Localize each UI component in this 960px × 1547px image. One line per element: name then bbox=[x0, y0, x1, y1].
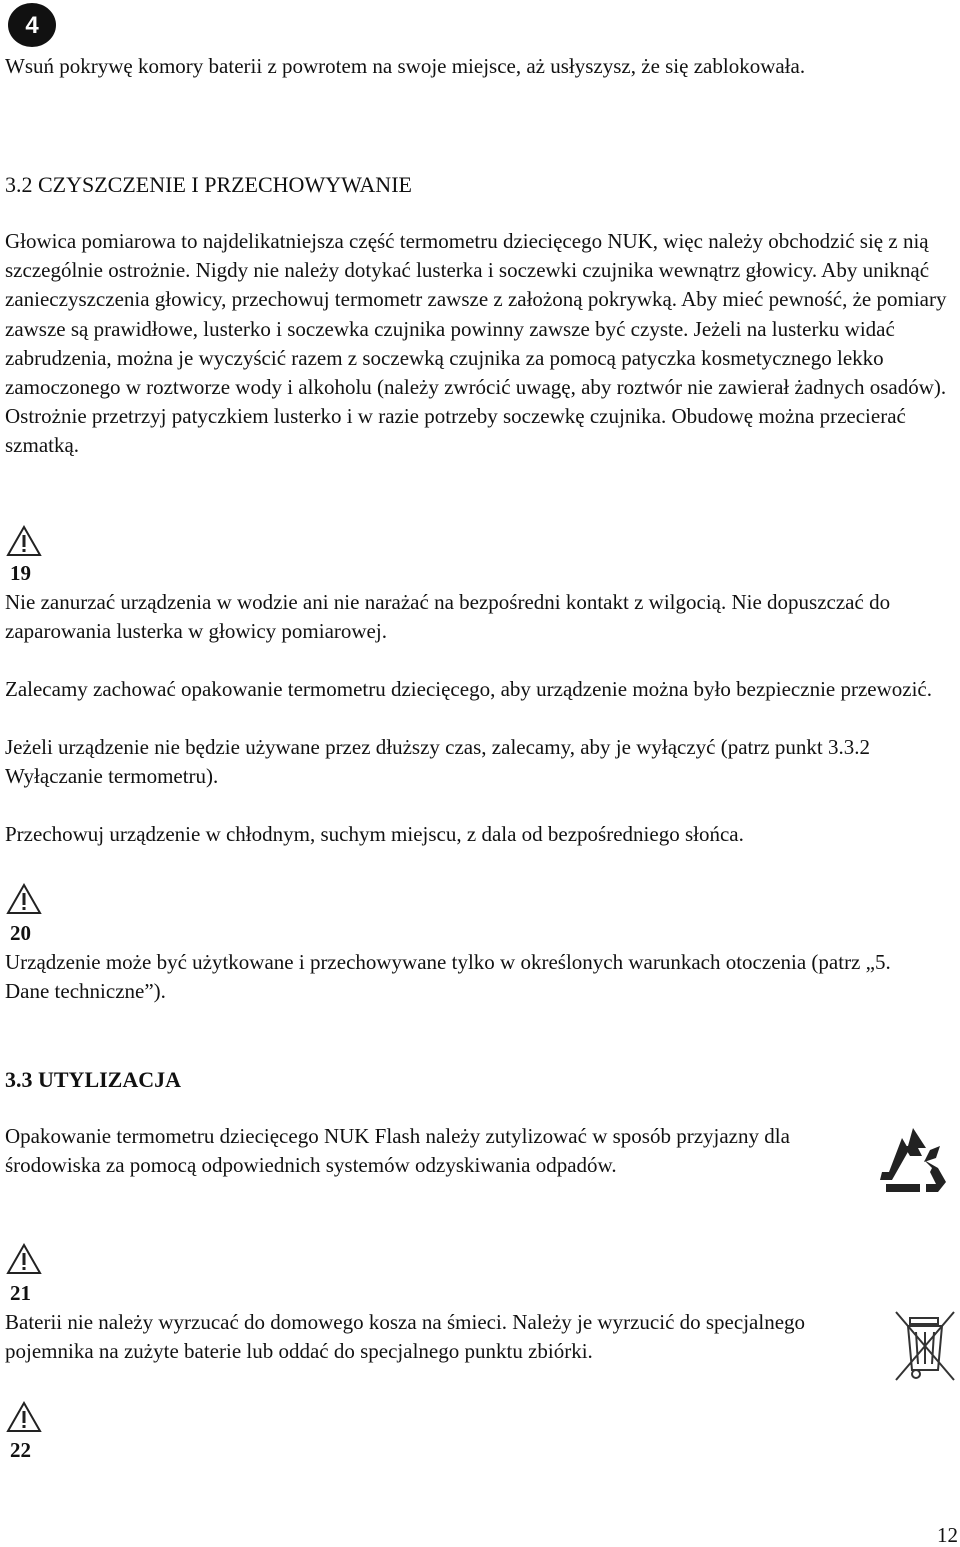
cleaning-paragraph: Głowica pomiarowa to najdelikatniejsza część termometru dziecięcego NUK, więc należy obchodzić się z nią szczególnie ostrożnie. Nigdy nie należy dotykać lusterka i soczewki czujnika wewnątrz głowicy. Aby uniknąć zanieczyszczenia głowicy, przechowuj termometr zawsze z założoną pokrywką. Aby mieć pewność, że pomiary zawsze są prawidłowe, lusterko i soczewka czujnika powinny zawsze być czyste. Jeżeli na lusterku widać zabrudzenia, można je wyczyścić razem z soczewką czujnika za pomocą patyczka kosmetycznego lekko zamoczonego w roztworze wody i alkoholu (należy zwrócić uwagę, aby roztwór nie zawierał żadnych osadów). Ostrożnie przetrzyj patyczkiem lusterko i w razie potrzeby soczewkę czujnika. Obudowę można przecierać szmatką. bbox=[5, 229, 947, 458]
page-number: 12 bbox=[937, 1523, 958, 1547]
storage-paragraph: Jeżeli urządzenie nie będzie używane przez dłuższy czas, zalecamy, aby je wyłączyć (patrz punkt 3.3.2 Wyłączanie termometru). bbox=[5, 735, 871, 789]
section-heading-disposal: 3.3 UTYLIZACJA bbox=[5, 1067, 182, 1092]
warning-triangle-icon bbox=[6, 1243, 42, 1275]
step-number-badge-icon bbox=[7, 2, 57, 48]
warning-triangle-icon bbox=[6, 883, 42, 915]
warning-triangle-icon bbox=[6, 525, 42, 557]
recycle-icon bbox=[876, 1126, 950, 1194]
warning-text: Baterii nie należy wyrzucać do domowego kosza na śmieci. Należy je wyrzucić do specjalnego pojemnika na zużyte baterie lub oddać do specjalnego punktu zbiórki. bbox=[5, 1310, 806, 1364]
step-number: 4 bbox=[25, 12, 39, 39]
disposal-paragraph: Opakowanie termometru dziecięcego NUK Flash należy zutylizować w sposób przyjazny dla środowiska za pomocą odpowiednich systemów odzyskiwania odpadów. bbox=[5, 1124, 790, 1178]
warning-text: Nie zanurzać urządzenia w wodzie ani nie narażać na bezpośredni kontakt z wilgocią. Nie dopuszczać do zaparowania lusterka w głowicy pomiarowej. bbox=[5, 590, 891, 644]
section-heading-cleaning: 3.2 CZYSZCZENIE I PRZECHOWYWANIE bbox=[5, 172, 412, 197]
warning-number: 19 bbox=[10, 561, 31, 585]
warning-number: 22 bbox=[10, 1438, 31, 1462]
intro-paragraph: Wsuń pokrywę komory baterii z powrotem na swoje miejsce, aż usłyszysz, że się zablokowała. bbox=[5, 54, 806, 78]
warning-triangle-icon bbox=[6, 1401, 42, 1433]
storage-paragraph: Zalecamy zachować opakowanie termometru dziecięcego, aby urządzenie można było bezpiecznie przewozić. bbox=[5, 677, 933, 701]
crossed-out-wheelie-bin-icon bbox=[892, 1308, 958, 1384]
storage-paragraph: Przechowuj urządzenie w chłodnym, suchym miejscu, z dala od bezpośredniego słońca. bbox=[5, 822, 744, 846]
warning-number: 20 bbox=[10, 921, 31, 945]
warning-number: 21 bbox=[10, 1281, 31, 1305]
warning-text: Urządzenie może być użytkowane i przechowywane tylko w określonych warunkach otoczenia (patrz „5. Dane techniczne”). bbox=[5, 950, 891, 1004]
